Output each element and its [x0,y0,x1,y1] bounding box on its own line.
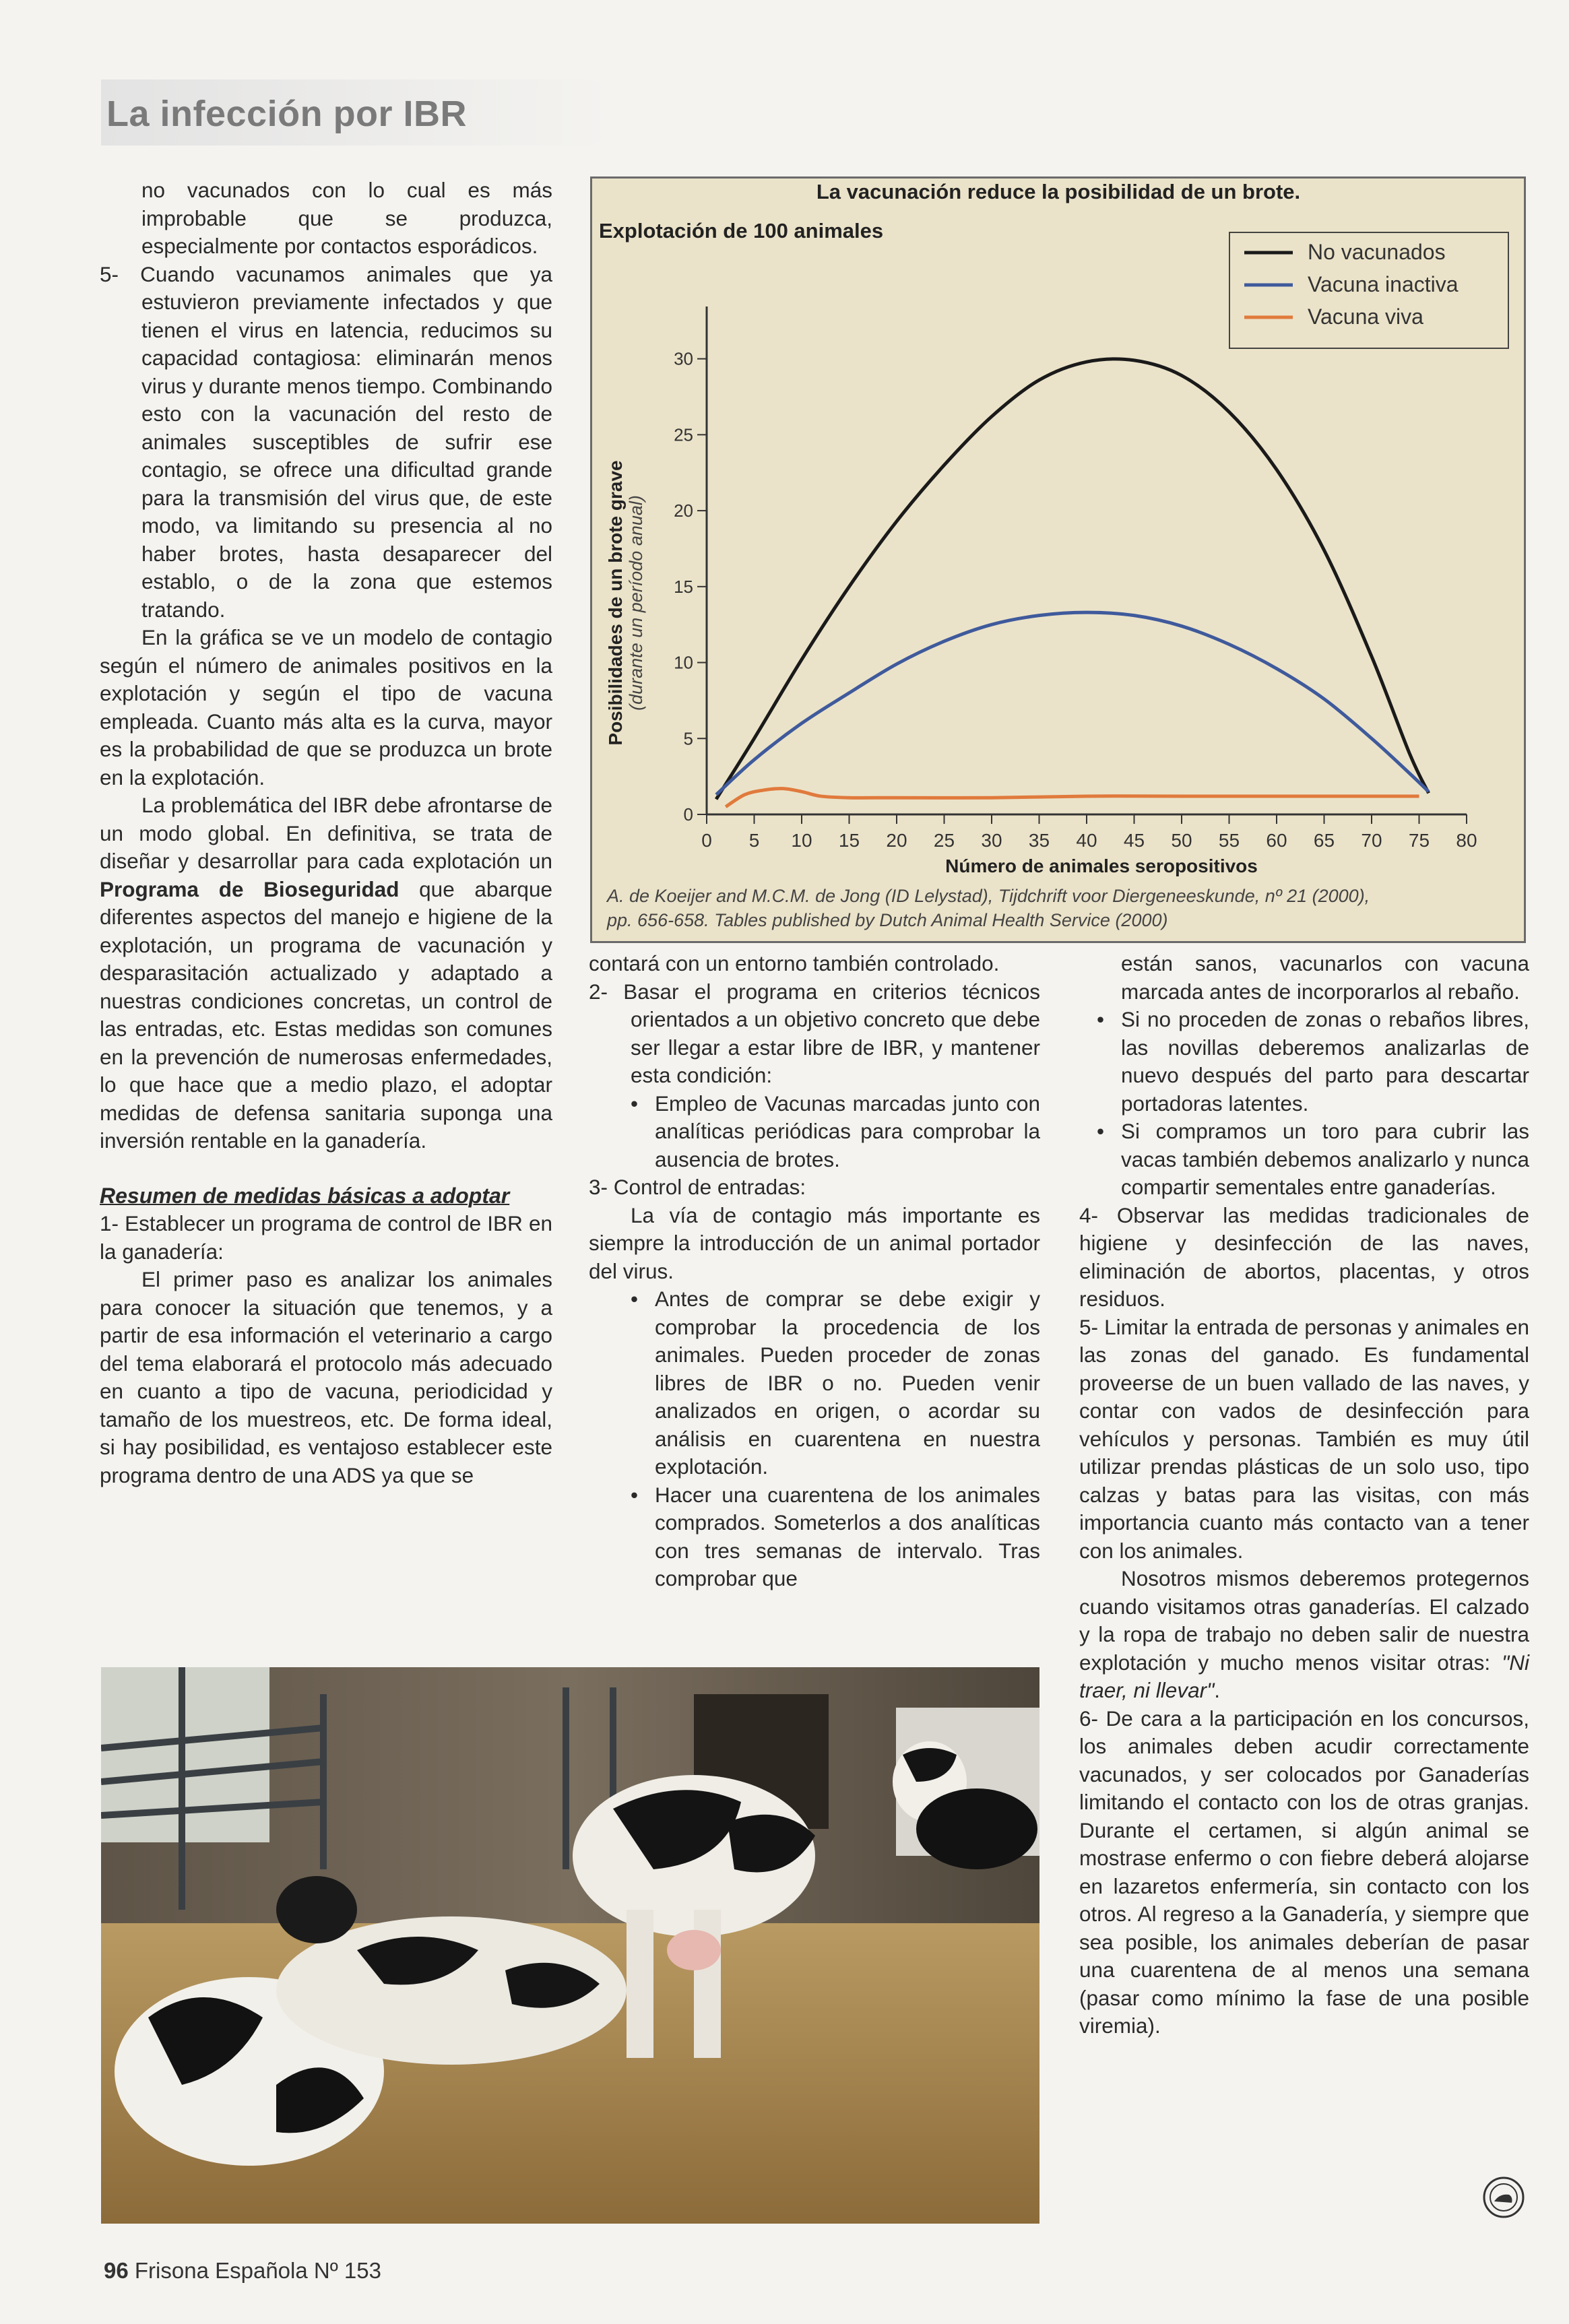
y-tick-label: 0 [683,804,693,825]
numbered-paragraph: 5- Limitar la entrada de personas y animales en las zonas del ganado. Es fundamental proveerse de un buen vallado de las naves, y contar con vados de desinfección para vehículos y personas. También es muy útil utilizar prendas plásticas de un solo uso, tipo calzas y batas para las visitas, con más importancia cuanto más contacto van a tener con los animales. [1079,1314,1529,1563]
legend-label-1: Vacuna inactiva [1308,272,1459,296]
x-tick-label: 10 [791,830,812,851]
list-item: • Empleo de Vacunas marcadas junto con analíticas periódicas para comprobar la ausencia de brotes. [589,1090,1040,1174]
x-tick-label: 40 [1076,830,1097,851]
paragraph: no vacunados con lo cual es más improbable que se produzca, especialmente por contactos esporádicos. [141,178,552,258]
x-tick-label: 25 [933,830,955,851]
x-tick-label: 20 [886,830,907,851]
paragraph: Nosotros mismos deberemos protegernos cuando visitamos otras ganaderías. El calzado y la ropa de trabajo no deben salir de nuestra explotación y mucho menos visitar otras: "Ni traer, ni llevar". [1079,1566,1529,1702]
cows-photo [101,1667,1039,2224]
text-column-2 [589,950,1040,1593]
y-tick-label: 20 [674,501,693,521]
x-tick-label: 5 [748,830,760,851]
list-item: • Antes de comprar se debe exigir y comprobar la procedencia de los animales. Pueden proceder de zonas libres de IBR o no. Pueden venir analizados en origen, o acordar su análisis en cuarentena en nuestra explotación. [589,1285,1040,1481]
x-tick-label: 70 [1361,830,1382,851]
chart-source-line-2: pp. 656-658. Tables published by Dutch Animal Health Service (2000) [607,910,1168,930]
x-axis-label: Número de animales seropositivos [945,856,1258,876]
series-line-1 [716,612,1429,795]
x-tick-label: 55 [1218,830,1240,851]
line-chart [592,179,1524,941]
y-tick-label: 25 [674,424,693,445]
chart-source [606,886,1370,930]
paragraph: contará con un entorno también controlado. [589,951,1000,975]
x-tick-label: 75 [1408,830,1430,851]
paragraph: están sanos, vacunarlos con vacuna marcada antes de incorporarlos al rebaño. [1121,951,1529,1004]
bullet-list [589,1285,1040,1593]
x-tick-label: 80 [1456,830,1477,851]
list-item: • Si compramos un toro para cubrir las vacas también debemos analizarlo y nunca compartir sementales entre ganaderías. [1079,1118,1529,1202]
text-column-3 [1079,950,1529,2040]
legend-label-0: No vacunados [1308,240,1446,264]
numbered-paragraph: 2- Basar el programa en criterios técnicos orientados a un objetivo concreto que debe ser llegar a estar libre de IBR, y mantener esta condición: [589,979,1040,1087]
x-tick-label: 30 [981,830,1002,851]
italic-quote: "Ni traer, ni llevar" [1079,1650,1529,1702]
page-footer [104,2258,381,2284]
paragraph: La vía de contagio más importante es siempre la introducción de un animal portador del virus. [589,1202,1040,1283]
y-tick-label: 30 [674,348,693,369]
seal-logo [1482,2176,1525,2219]
x-tick-label: 35 [1028,830,1050,851]
numbered-paragraph: 4- Observar las medidas tradicionales de higiene y desinfección de las naves, eliminación de abortos, placentas, y otros residuos. [1079,1202,1529,1311]
y-tick-label: 5 [683,728,693,749]
section-heading: Resumen de medidas básicas a adoptar [100,1183,510,1208]
chart-subtitle: Explotación de 100 animales [599,219,884,243]
paragraph: En la gráfica se ve un modelo de contagio según el número de animales positivos en la explotación y según el tipo de vacuna empleada. Cuanto más alta es la curva, mayor es la probabilidad de que se produzca un brote en la explotación. [100,625,552,789]
numbered-paragraph: 1- Establecer un programa de control de IBR en la ganadería: [100,1211,552,1264]
chart-title: La vacunación reduce la posibilidad de un brote. [816,180,1301,203]
legend-label-2: Vacuna viva [1308,304,1423,329]
numbered-paragraph: 5- Cuando vacunamos animales que ya estuvieron previamente infectados y que tienen el virus en latencia, reducimos su capacidad contagiosa: eliminarán menos virus y durante menos tiempo. Combinando esto con la vacunación del resto de animales susceptibles de sufrir ese contagio, se ofrece una dificultad grande para la transmisión del virus que, de este modo, va limitando su presencia al no haber brotes, hasta desaparecer del establo, o de la zona que estemos tratando. [100,261,552,622]
page-title: La infección por IBR [106,94,468,134]
y-axis-label-secondary: (durante un período anual) [626,495,646,711]
series-line-0 [716,359,1429,800]
x-tick-label: 45 [1123,830,1145,851]
chart-source-line-1: A. de Koeijer and M.C.M. de Jong (ID Lelystad), Tijdchrift voor Diergeneeskunde, nº 21 (2000), [607,886,1370,906]
series-line-2 [726,789,1419,807]
x-tick-label: 0 [701,830,712,851]
y-tick-label: 15 [674,576,693,597]
page-number: 96 [104,2258,129,2283]
bullet-list [1079,1006,1529,1202]
x-tick-label: 15 [838,830,860,851]
x-tick-label: 50 [1171,830,1192,851]
y-tick-label: 10 [674,652,693,673]
text-column-1 [100,176,552,1489]
paragraph: El primer paso es analizar los animales para conocer la situación que tenemos, y a partir de esa información el veterinario a cargo del tema elaborará el protocolo más adecuado en cuanto a tipo de vacuna, periodicidad y tamaño de los muestreos, etc. De forma ideal, si hay posibilidad, es ventajoso establecer este programa dentro de una ADS ya que se [100,1267,552,1487]
bullet-list [589,1090,1040,1174]
y-axis-label: Posibilidades de un brote grave [605,460,626,746]
bold-term: Programa de Bioseguridad [100,876,399,901]
numbered-paragraph: 3- Control de entradas: [589,1175,806,1199]
list-item: • Si no proceden de zonas o rebaños libres, las novillas deberemos analizarlas de nuevo después del parto para descartar portadoras latentes. [1079,1006,1529,1118]
x-tick-label: 60 [1266,830,1287,851]
x-tick-label: 65 [1313,830,1335,851]
magazine-issue: Frisona Española Nº 153 [134,2258,381,2283]
chart-box [590,176,1526,943]
list-item: • Hacer una cuarentena de los animales comprados. Someterlos a dos analíticas con tres semanas de intervalo. Tras comprobar que [589,1481,1040,1593]
paragraph: La problemática del IBR debe afrontarse de un modo global. En definitiva, se trata de diseñar y desarrollar para cada explotación un Programa de Bioseguridad que abarque diferentes aspectos del manejo e higiene de la explotación, un programa de vacunación y desparasitación actualizado y adaptado a nuestras condiciones concretas, un control de las entradas, etc. Estas medidas son comunes en la prevención de numerosas enfermedades, lo que hace que a medio plazo, el adoptar medidas de defensa sanitaria suponga una inversión rentable en la ganadería. [100,793,552,1153]
numbered-paragraph: 6- De cara a la participación en los concursos, los animales deben acudir correctamente vacunados, y ser colocados por Ganaderías limitando el contacto con los de otras granjas. Durante el certamen, si algún animal se mostrase enfermo o con fiebre deberá alojarse en lazaretos enfermería, sin contacto con los otros. Al regreso a la Ganadería, y siempre que sea posible, los animales deberían de pasar una cuarentena de al menos una semana (pasar como mínimo la fase de una posible viremia). [1079,1706,1529,2038]
